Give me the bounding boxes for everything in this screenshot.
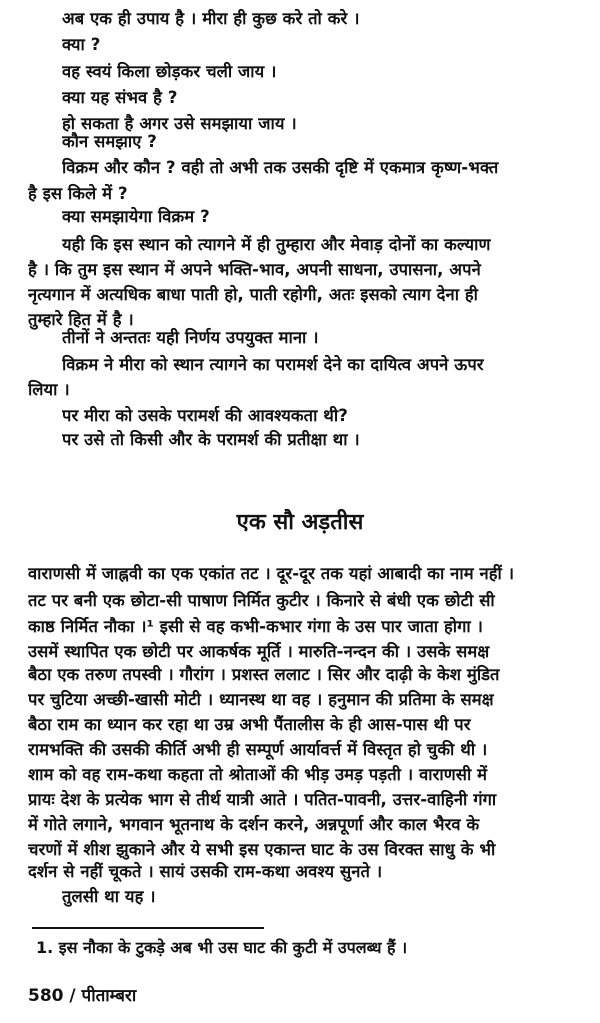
dialogue-line: है इस किले में ? <box>28 184 128 203</box>
dialogue-line: कौन समझाए ? <box>62 132 157 151</box>
page-footer: 580 / पीताम्बरा <box>28 986 137 1006</box>
dialogue-line: क्या ? <box>62 35 101 54</box>
body-line: काष्ठ निर्मित नौका ।¹ इसी से वह कभी-कभार गंगा के उस पार जाता होगा । <box>28 617 483 636</box>
body-line: रामभक्ति की उसकी कीर्ति अभी ही सम्पूर्ण आर्यावर्त्त में विस्तृत हो चुकी थी । <box>28 740 488 759</box>
dialogue-line: वह स्वयं किला छोड़कर चली जाय । <box>62 62 277 81</box>
dialogue-line: क्या समझायेगा विक्रम ? <box>62 207 210 226</box>
dialogue-line: विक्रम और कौन ? वही तो अभी तक उसकी दृष्टि में एकमात्र कृष्ण-भक्त <box>62 158 499 177</box>
body-line: बैठा राम का ध्यान कर रहा था उम्र अभी पैंतालीस के ही आस-पास थी पर <box>28 715 471 734</box>
dialogue-line: तीनों ने अन्ततः यही निर्णय उपयुक्त माना । <box>62 328 319 347</box>
dialogue-line: है । कि तुम इस स्थान में अपने भक्ति-भाव, अपनी साधना, उपासना, अपने <box>28 260 481 279</box>
dialogue-line: लिया । <box>28 380 70 399</box>
body-line: दर्शन से नहीं चूकते । सायं उसकी राम-कथा अवश्य सुनते । <box>28 862 383 881</box>
body-line: में गोते लगाने, भगवान भूतनाथ के दर्शन करने, अन्नपूर्णा और काल भैरव के <box>28 815 480 834</box>
dialogue-line: पर मीरा को उसके परामर्श की आवश्यकता थी? <box>62 406 348 425</box>
dialogue-line: अब एक ही उपाय है । मीरा ही कुछ करे तो करे । <box>62 9 360 28</box>
body-line: तट पर बनी एक छोटा-सी पाषाण निर्मित कुटीर । किनारे से बंधी एक छोटी सी <box>28 591 495 610</box>
dialogue-line: यही कि इस स्थान को त्यागने में ही तुम्हारा और मेवाड़ दोनों का कल्याण <box>62 235 491 254</box>
dialogue-line: विक्रम ने मीरा को स्थान त्यागने का परामर्श देने का दायित्व अपने ऊपर <box>62 355 484 374</box>
footnote: 1. इस नौका के टुकड़े अब भी उस घाट की कुटी में उपलब्ध हैं । <box>36 938 408 957</box>
body-line: उसमें स्थापित एक छोटी पर आकर्षक मूर्ति । मारुति-नन्दन की । उसके समक्ष <box>28 642 490 661</box>
body-line: प्रायः देश के प्रत्येक भाग से तीर्थ यात्री आते । पतित-पावनी, उत्तर-वाहिनी गंगा <box>28 790 497 809</box>
body-line: तुलसी था यह । <box>62 887 156 906</box>
dialogue-line: क्या यह संभव है ? <box>62 88 178 107</box>
dialogue-line: हो सकता है अगर उसे समझाया जाय । <box>62 114 297 133</box>
dialogue-line: नृत्यगान में अत्यधिक बाधा पाती हो, पाती रहोगी, अतः इसको त्याग देना ही <box>28 285 479 304</box>
chapter-title: एक सौ अड़तीस <box>236 510 364 535</box>
body-line: वाराणसी में जाह्नवी का एक एकांत तट । दूर-दूर तक यहां आबादी का नाम नहीं । <box>28 564 515 583</box>
body-line: चरणों में शीश झुकाने और ये सभी इस एकान्त घाट के उस विरक्त साधु के भी <box>28 840 496 859</box>
dialogue-line: पर उसे तो किसी और के परामर्श की प्रतीक्षा था । <box>62 430 360 449</box>
dialogue-line: तुम्हारे हित में है । <box>28 310 134 329</box>
body-line: बैठा एक तरुण तपस्वी । गौरांग । प्रशस्त ललाट । सिर और दाढ़ी के केश मुंडित <box>28 665 500 684</box>
footnote-divider <box>32 927 264 929</box>
body-line: शाम को वह राम-कथा कहता तो श्रोताओं की भीड़ उमड़ पड़ती । वाराणसी में <box>28 765 488 784</box>
body-line: पर चुटिया अच्छी-खासी मोटी । ध्यानस्थ था वह । हनुमान की प्रतिमा के समक्ष <box>28 690 494 709</box>
